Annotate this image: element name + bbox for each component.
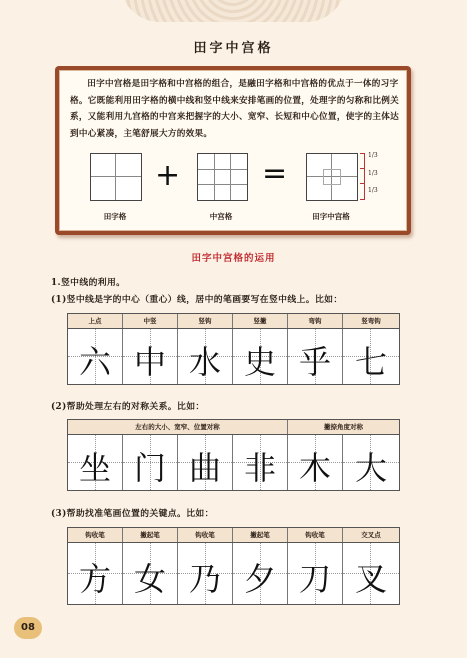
practice-char: 方 <box>78 560 111 598</box>
practice-char: 中 <box>133 343 166 381</box>
practice-cell <box>288 435 343 490</box>
table-header-cell: 撇起笔 <box>123 528 178 542</box>
practice-cell <box>343 543 399 604</box>
table-header-cell: 钩收笔 <box>178 528 233 542</box>
practice-cell <box>68 543 123 604</box>
practice-char: 六 <box>78 343 111 381</box>
table-header-cell: 竖撇 <box>233 314 288 328</box>
fraction-label: 1/3 <box>368 152 378 159</box>
table-header-cell: 钩收笔 <box>68 528 123 542</box>
practice-char: 乎 <box>298 343 331 381</box>
fraction-label: 1/3 <box>368 187 378 194</box>
practice-char: 曲 <box>188 449 221 487</box>
label-zhonggongge: 中宫格 <box>209 212 233 221</box>
label-tianzi-zhonggongge: 田字中宫格 <box>312 212 350 221</box>
practice-char: 史 <box>243 343 276 381</box>
third-bracket-1 <box>360 153 365 169</box>
practice-table-3 <box>67 527 400 605</box>
table-header-cell: 钩收笔 <box>288 528 343 542</box>
intro-text: 田字中宫格是田字格和中宫格的组合，是融田字格和中宫格的优点于一体的习字格。它既能利用田字格的横中线和竖中线来安排笔画的位置，处理字的匀称和比例关系，又能利用九宫格的中宫来把握字的大小、宽窄、长短和中心位置，使字的主体达到中心紧凑，主笔舒展大方的效果。 <box>70 79 400 139</box>
practice-char: 刀 <box>298 560 331 598</box>
table-header-cell: 弯钩 <box>288 314 343 328</box>
page-title: 田字中宫格 <box>193 41 274 56</box>
practice-cell <box>123 435 178 490</box>
practice-char: 非 <box>243 449 276 487</box>
practice-char: 门 <box>133 449 166 487</box>
practice-table-1 <box>67 313 400 385</box>
table-header-cell: 上点 <box>68 314 123 328</box>
practice-cell <box>343 435 399 490</box>
top-ornament <box>120 0 346 22</box>
part1-heading: 1.竖中线的利用。 <box>51 278 126 288</box>
section-heading: 田字中宫格的运用 <box>191 253 276 264</box>
part1-sub3: (3)帮助找准笔画位置的关键点。比如： <box>51 509 214 519</box>
practice-char: 木 <box>298 449 331 487</box>
practice-cell <box>68 435 123 490</box>
practice-cell <box>288 329 343 384</box>
practice-cell <box>178 329 233 384</box>
table-header-cell: 左右的大小、宽窄、位置对称 <box>68 420 288 434</box>
third-bracket-2 <box>360 168 365 184</box>
practice-cell <box>233 543 288 604</box>
practice-table-2 <box>67 419 400 491</box>
zhonggongge-diagram <box>197 153 248 201</box>
table-header-cell: 中竖 <box>123 314 178 328</box>
practice-char: 坐 <box>78 449 111 487</box>
practice-char: 七 <box>354 343 387 381</box>
table-header-cell: 撇起笔 <box>233 528 288 542</box>
practice-cell <box>178 435 233 490</box>
practice-char: 乃 <box>188 560 221 598</box>
table-header-cell: 竖弯钩 <box>361 317 381 325</box>
practice-cell <box>123 543 178 604</box>
table-header-cell: 撇捺角度对称 <box>324 423 363 431</box>
practice-char: 大 <box>354 449 387 487</box>
practice-cell <box>343 329 399 384</box>
table-header-cell: 交叉点 <box>361 531 381 539</box>
part1-sub1: (1)竖中线是字的中心（重心）线，居中的笔画要写在竖中线上。比如： <box>51 295 343 305</box>
practice-char: 夕 <box>243 560 276 598</box>
label-tianzige: 田字格 <box>103 212 127 221</box>
practice-char: 女 <box>133 560 166 598</box>
equals-sign: = <box>262 156 288 191</box>
practice-cell <box>68 329 123 384</box>
tianzige-diagram <box>90 153 142 201</box>
page-number: 08 <box>14 617 42 639</box>
tianzi-zhonggongge-diagram <box>306 153 358 201</box>
table-header-cell: 竖钩 <box>178 314 233 328</box>
practice-cell <box>233 435 288 490</box>
practice-cell <box>178 543 233 604</box>
practice-cell <box>123 329 178 384</box>
practice-cell <box>288 543 343 604</box>
intro-box <box>55 66 411 235</box>
plus-sign: + <box>155 158 181 193</box>
practice-char: 水 <box>188 343 221 381</box>
part1-sub2: (2)帮助处理左右的对称关系。比如： <box>51 402 205 412</box>
practice-cell <box>233 329 288 384</box>
fraction-label: 1/3 <box>368 170 378 177</box>
practice-char: 叉 <box>354 560 387 598</box>
third-bracket-3 <box>360 183 365 200</box>
intro-inner <box>59 70 407 231</box>
